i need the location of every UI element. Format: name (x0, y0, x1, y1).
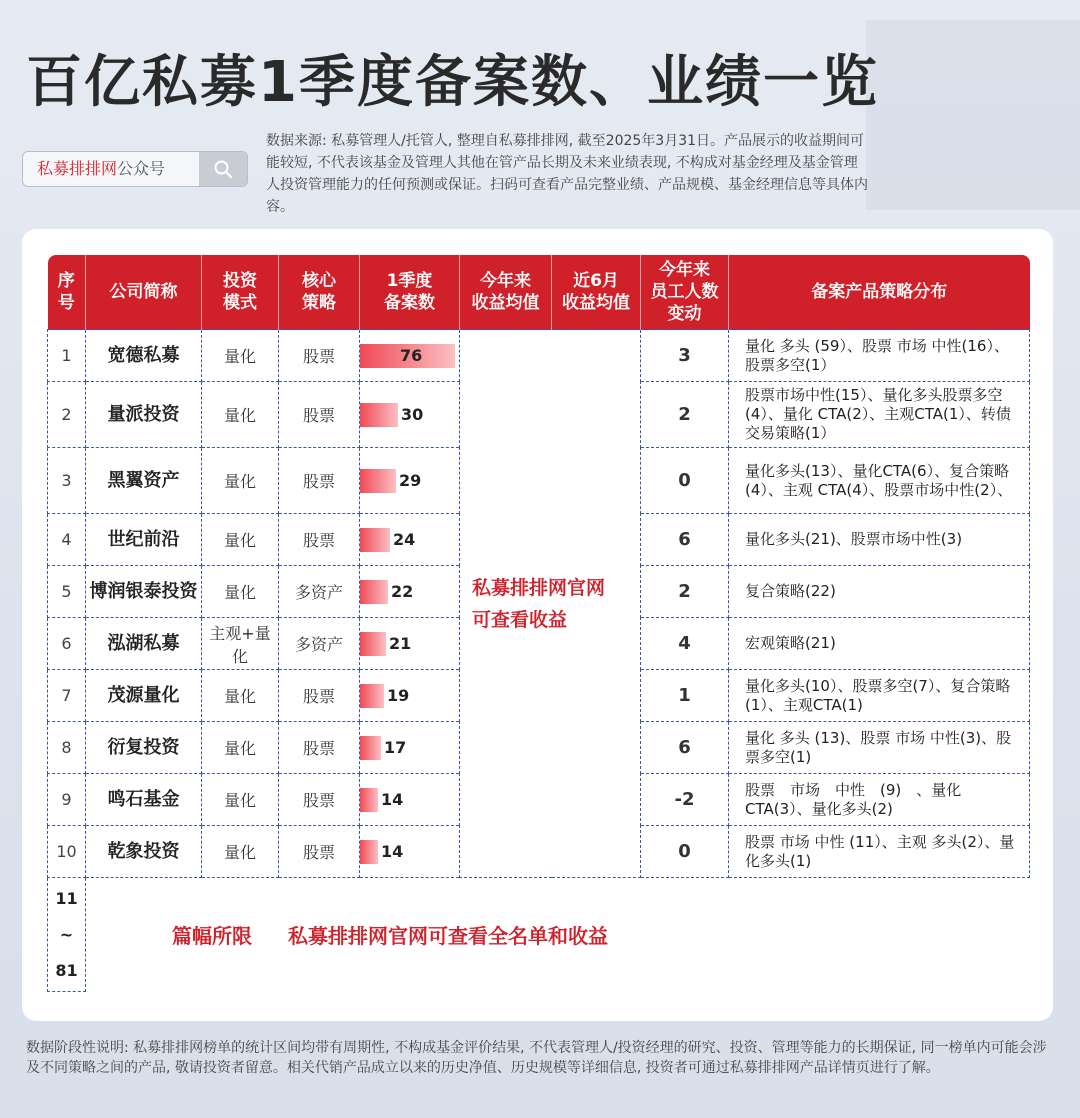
staff-change: 1 (641, 670, 729, 722)
column-header-line: 近6月 (573, 271, 619, 291)
column-header-line: 公司简称 (109, 282, 178, 302)
filing-count-label: 14 (381, 842, 404, 861)
column-header (729, 255, 1030, 330)
invest-mode: 量化 (202, 774, 279, 826)
filing-count-bar-wrap (360, 344, 459, 368)
column-header-line: 策略 (302, 293, 336, 313)
company-name: 茂源量化 (86, 670, 202, 722)
return-merged-note (460, 330, 641, 878)
filing-count-label: 17 (384, 738, 407, 757)
core-strategy: 股票 (279, 448, 360, 514)
filing-count-cell (360, 722, 460, 774)
staff-change: 0 (641, 826, 729, 878)
search-icon (213, 159, 233, 179)
invest-mode: 量化 (202, 826, 279, 878)
filing-count-label: 29 (399, 471, 422, 490)
row-number: 4 (48, 514, 86, 566)
staff-change: 0 (641, 448, 729, 514)
invest-mode: 量化 (202, 670, 279, 722)
filing-count-cell (360, 382, 460, 448)
column-header-line: 收益均值 (471, 293, 540, 313)
column-header (202, 255, 279, 330)
filing-count-cell (360, 826, 460, 878)
company-name: 世纪前沿 (86, 514, 202, 566)
core-strategy: 股票 (279, 774, 360, 826)
column-header (552, 255, 641, 330)
filing-count-bar (360, 736, 381, 760)
filing-count-bar (360, 469, 396, 493)
filing-count-bar-wrap (360, 684, 459, 708)
company-name: 乾象投资 (86, 826, 202, 878)
column-header (460, 255, 552, 330)
source-note: 数据来源: 私募管理人/托管人, 整理自私募排排网, 截至2025年3月31日。产品展示的收益期间可能较短, 不代表该基金及管理人其他在管产品长期及未来业绩表现, 不构成对基金经理及基金管理人投资管理能力的任何预测或保证。扫码可查看产品完整业绩、产品规模、基金经理信息等具体内容。 (266, 133, 868, 215)
filing-count-bar (360, 840, 378, 864)
row-number: 8 (48, 722, 86, 774)
ranking-table (47, 255, 1030, 992)
filing-count-label: 14 (381, 790, 404, 809)
company-name: 衍复投资 (86, 722, 202, 774)
strategy-distribution: 量化多头(10）、股票多空(7）、复合策略(1）、主观CTA(1) (729, 670, 1030, 722)
column-header-line: 今年来 (480, 271, 531, 291)
filing-count-bar (360, 580, 388, 604)
table-row (48, 330, 1030, 382)
page-title: 百亿私募1季度备案数、业绩一览 (26, 50, 879, 115)
strategy-distribution: 量化多头(21)、股票市场中性(3) (729, 514, 1030, 566)
column-header-line: 收益均值 (562, 293, 630, 313)
column-header (360, 255, 460, 330)
search-label (37, 152, 165, 186)
more-row-note (86, 878, 1030, 992)
filing-count-label: 76 (400, 345, 423, 365)
column-header-line: 员工人数 (650, 282, 719, 302)
staff-change: 6 (641, 514, 729, 566)
search-box[interactable] (22, 151, 248, 187)
invest-mode: 量化 (202, 382, 279, 448)
table-header-row (48, 255, 1030, 330)
more-row (48, 878, 1030, 992)
brand-suffix: 公众号 (117, 159, 166, 178)
column-header-line: 模式 (223, 293, 257, 313)
filing-count-bar (360, 403, 398, 427)
filing-count-bar-wrap (360, 840, 459, 864)
footer-note: 数据阶段性说明: 私募排排网榜单的统计区间均带有周期性, 不构成基金评价结果, 不代表管理人/投资经理的研究、投资、管理等能力的长期保证, 同一榜单内可能会涉及不同策略之间的产品, 敬请投资者留意。相关代销产品成立以来的历史净值、历史规模等详细信息, 投资者可通过私募排排网产品详情页进行了解。 (26, 1040, 1047, 1076)
filing-count-cell (360, 330, 460, 382)
column-header-line: 投资 (223, 271, 257, 291)
filing-count-bar (360, 788, 378, 812)
row-number: 9 (48, 774, 86, 826)
strategy-distribution: 复合策略(22) (729, 566, 1030, 618)
filing-count-label: 19 (387, 686, 410, 705)
row-number: 5 (48, 566, 86, 618)
filing-count-cell (360, 670, 460, 722)
search-button[interactable] (199, 152, 247, 186)
filing-count-bar-wrap (360, 403, 459, 427)
staff-change: -2 (641, 774, 729, 826)
row-number: 1 (48, 330, 86, 382)
filing-count-bar-wrap (360, 580, 459, 604)
row-number: 2 (48, 382, 86, 448)
strategy-distribution: 股票 市场 中性 (9) 、量化CTA(3）、量化多头(2) (729, 774, 1030, 826)
staff-change: 2 (641, 382, 729, 448)
company-name: 黑翼资产 (86, 448, 202, 514)
staff-change: 6 (641, 722, 729, 774)
space-limit-text: 篇幅所限 (172, 924, 252, 949)
staff-change: 3 (641, 330, 729, 382)
strategy-distribution: 量化 多头 (13)、股票 市场 中性(3)、股票多空(1) (729, 722, 1030, 774)
column-header (279, 255, 360, 330)
more-row-range (48, 878, 86, 992)
staff-change: 2 (641, 566, 729, 618)
invest-mode: 主观+量化 (202, 618, 279, 670)
filing-count-label: 21 (389, 634, 412, 653)
staff-change: 4 (641, 618, 729, 670)
strategy-distribution: 量化多头(13）、量化CTA(6）、复合策略(4）、主观 CTA(4）、股票市场中性(2）、 (729, 448, 1030, 514)
company-name: 泓湖私募 (86, 618, 202, 670)
company-name: 宽德私募 (86, 330, 202, 382)
full-list-link-text[interactable]: 私募排排网官网可查看全名单和收益 (288, 924, 608, 949)
core-strategy: 股票 (279, 330, 360, 382)
brand-name: 私募排排网 (37, 159, 118, 178)
column-header (86, 255, 202, 330)
range-line: 81 (55, 960, 78, 980)
column-header (641, 255, 729, 330)
column-header (48, 255, 86, 330)
row-number: 3 (48, 448, 86, 514)
column-header-line: 备案产品策略分布 (811, 282, 948, 302)
company-name: 博润银泰投资 (86, 566, 202, 618)
filing-count-bar-wrap (360, 788, 459, 812)
core-strategy: 股票 (279, 514, 360, 566)
strategy-distribution: 股票 市场 中性 (11）、主观 多头(2）、量化多头(1) (729, 826, 1030, 878)
ranking-card (22, 229, 1053, 1021)
column-header-line: 核心 (302, 271, 336, 291)
return-note-line: 私募排排网官网 (472, 576, 606, 599)
core-strategy: 股票 (279, 670, 360, 722)
column-header-line: 备案数 (384, 293, 435, 313)
column-header-line: 1季度 (386, 271, 433, 291)
column-header-line: 号 (57, 293, 75, 313)
filing-count-bar (360, 684, 384, 708)
column-header-line: 序 (57, 271, 75, 291)
core-strategy: 股票 (279, 826, 360, 878)
strategy-distribution: 量化 多头 (59）、股票 市场 中性(16）、股票多空(1） (729, 330, 1030, 382)
core-strategy: 多资产 (279, 566, 360, 618)
company-name: 鸣石基金 (86, 774, 202, 826)
filing-count-cell (360, 566, 460, 618)
invest-mode: 量化 (202, 514, 279, 566)
filing-count-bar-wrap (360, 632, 459, 656)
range-line: 11 (55, 888, 78, 908)
invest-mode: 量化 (202, 566, 279, 618)
invest-mode: 量化 (202, 448, 279, 514)
strategy-distribution: 股票市场中性(15）、量化多头股票多空(4）、量化 CTA(2）、主观CTA(1）、转债交易策略(1） (729, 382, 1030, 448)
column-header-line: 变动 (667, 304, 702, 324)
filing-count-bar (360, 632, 386, 656)
range-line: ~ (59, 924, 74, 944)
filing-count-label: 24 (393, 530, 416, 549)
return-note-line: 可查看收益 (472, 608, 568, 631)
filing-count-label: 22 (391, 582, 414, 601)
invest-mode: 量化 (202, 330, 279, 382)
filing-count-label: 30 (401, 405, 424, 424)
row-number: 6 (48, 618, 86, 670)
company-name: 量派投资 (86, 382, 202, 448)
background-grid-pattern (866, 20, 1080, 210)
column-header-line: 今年来 (659, 260, 710, 280)
filing-count-cell (360, 514, 460, 566)
strategy-distribution: 宏观策略(21) (729, 618, 1030, 670)
row-number: 7 (48, 670, 86, 722)
row-number: 10 (48, 826, 86, 878)
filing-count-bar-wrap (360, 469, 459, 493)
filing-count-bar (360, 528, 390, 552)
filing-count-cell (360, 618, 460, 670)
filing-count-cell (360, 448, 460, 514)
core-strategy: 股票 (279, 382, 360, 448)
filing-count-bar-wrap (360, 528, 459, 552)
filing-count-cell (360, 774, 460, 826)
filing-count-bar-wrap (360, 736, 459, 760)
invest-mode: 量化 (202, 722, 279, 774)
core-strategy: 多资产 (279, 618, 360, 670)
core-strategy: 股票 (279, 722, 360, 774)
